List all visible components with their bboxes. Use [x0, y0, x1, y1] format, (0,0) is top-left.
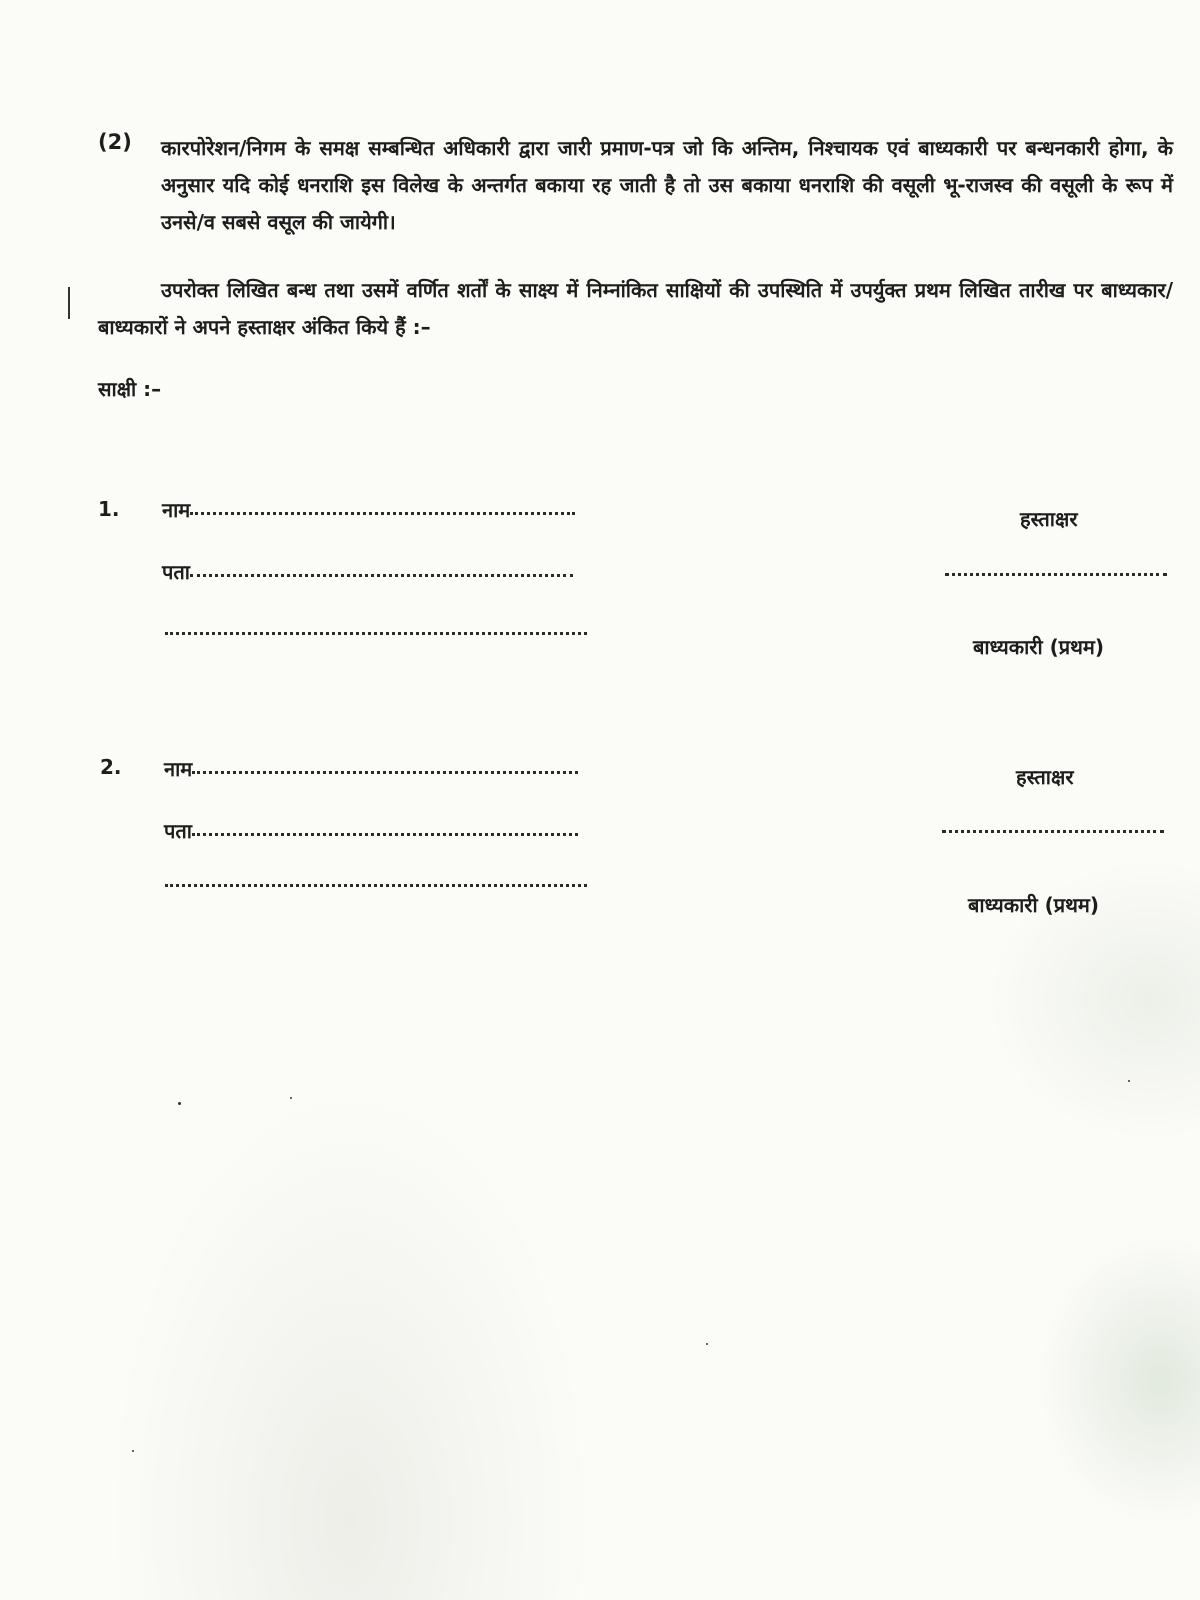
witness-1-name-line[interactable]: [190, 512, 575, 515]
witness-1-obligor-label: बाध्यकारी (प्रथम): [973, 635, 1104, 659]
scan-speck: [178, 1102, 181, 1105]
scan-speck: [132, 1450, 134, 1452]
witness-2-name-label: नाम: [164, 757, 193, 781]
witness-2-signature-label: हस्ताक्षर: [1016, 765, 1074, 789]
witness-1-signature-label: हस्ताक्षर: [1020, 507, 1078, 531]
witness-1-name-label: नाम: [162, 498, 191, 522]
clause-number: (2): [98, 130, 132, 154]
scan-speck: [706, 1343, 708, 1345]
scan-speck: [1128, 1080, 1130, 1082]
witness-2-obligor-label: बाध्यकारी (प्रथम): [968, 893, 1099, 917]
witness-1-signature-line[interactable]: [945, 573, 1167, 576]
witness-2-number: 2.: [100, 755, 122, 779]
witness-2-name-line[interactable]: [192, 771, 578, 774]
witness-2-address-label: पता: [164, 819, 192, 843]
witness-1-address-line-2[interactable]: [165, 632, 587, 635]
witness-1-number: 1.: [98, 497, 120, 521]
witness-2-address-line[interactable]: [192, 833, 578, 836]
witness-1-address-line[interactable]: [190, 574, 573, 577]
witness-2-address-field[interactable]: [164, 817, 578, 844]
clause-text: कारपोरेशन/निगम के समक्ष सम्बन्धित अधिकारी द्वारा जारी प्रमाण-पत्र जो कि अन्तिम, निश्चायक एवं बाध्यकारी पर बन्धनकारी होगा, के अनुसार यदि कोई धनराशि इस विलेख के अन्तर्गत बकाया रह जाती है तो उस बकाया धनराशि की वसूली भू-राजस्व की वसूली के रूप में उनसे/व सबसे वसूल की जायेगी।: [161, 136, 1173, 234]
witness-2-signature-line[interactable]: [942, 830, 1164, 833]
witness-1-address-label: पता: [162, 560, 190, 584]
witness-2-address-line-2[interactable]: [165, 884, 587, 887]
clause-2: [98, 130, 1173, 241]
margin-pen-mark: [68, 287, 70, 319]
witness-2-name-field[interactable]: [164, 755, 578, 782]
witness-1-address-field[interactable]: [162, 558, 573, 585]
scan-speck: [290, 1097, 292, 1099]
witness-1-name-field[interactable]: [162, 496, 575, 523]
attestation-paragraph: उपरोक्त लिखित बन्ध तथा उसमें वर्णित शर्तों के साक्ष्य में निम्नांकित साक्षियों की उपस्थिति में उपर्युक्त प्रथम लिखित तारीख पर बाध्यकार/बाध्यकारों ने अपने हस्ताक्षर अंकित किये हैं :–: [98, 278, 1173, 339]
witness-heading: साक्षी :–: [98, 377, 162, 401]
